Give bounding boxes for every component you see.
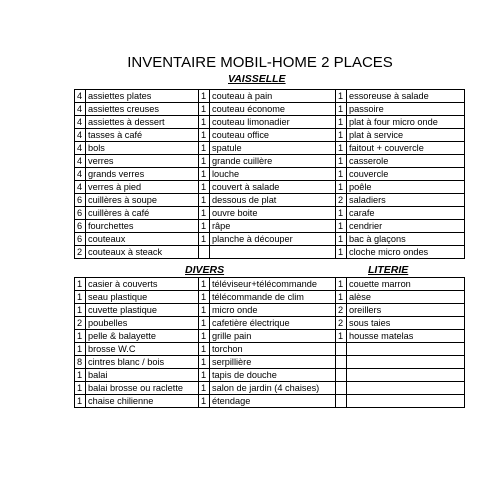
item-quantity: 1: [199, 233, 210, 246]
item-quantity: 1: [199, 103, 210, 116]
item-quantity: 1: [199, 291, 210, 304]
item-name: plat à service: [347, 129, 465, 142]
item-quantity: [199, 246, 210, 259]
table-row: [75, 330, 465, 343]
item-quantity: 1: [336, 278, 347, 291]
item-quantity: 1: [75, 369, 86, 382]
item-name: carafe: [347, 207, 465, 220]
item-name: salon de jardin (4 chaises): [210, 382, 336, 395]
item-quantity: 4: [75, 155, 86, 168]
table-row: [75, 246, 465, 259]
table-row: [75, 181, 465, 194]
item-quantity: 1: [199, 194, 210, 207]
item-quantity: 1: [75, 330, 86, 343]
item-quantity: 1: [199, 343, 210, 356]
item-quantity: 1: [336, 90, 347, 103]
item-name: couteau à pain: [210, 90, 336, 103]
item-name: assiettes à dessert: [86, 116, 199, 129]
item-quantity: 1: [199, 304, 210, 317]
item-name: balai brosse ou raclette: [86, 382, 199, 395]
item-quantity: 6: [75, 207, 86, 220]
item-name: essoreuse à salade: [347, 90, 465, 103]
item-quantity: 1: [336, 129, 347, 142]
item-name: chaise chilienne: [86, 395, 199, 408]
item-quantity: 1: [199, 395, 210, 408]
item-quantity: 1: [199, 168, 210, 181]
item-name: grille pain: [210, 330, 336, 343]
item-name: cloche micro ondes: [347, 246, 465, 259]
item-name: cafetière électrique: [210, 317, 336, 330]
item-quantity: 4: [75, 90, 86, 103]
table-row: [75, 343, 465, 356]
item-name: oreillers: [347, 304, 465, 317]
item-name: sous taies: [347, 317, 465, 330]
item-quantity: 1: [199, 369, 210, 382]
item-name: brosse W.C: [86, 343, 199, 356]
item-quantity: [336, 369, 347, 382]
item-quantity: 8: [75, 356, 86, 369]
item-quantity: 1: [199, 356, 210, 369]
item-quantity: 6: [75, 194, 86, 207]
table-row: [75, 155, 465, 168]
item-quantity: 1: [75, 395, 86, 408]
item-name: couteaux à steack: [86, 246, 199, 259]
table-row: [75, 90, 465, 103]
section-heading-vaisselle: VAISSELLE: [228, 73, 286, 85]
item-name: couteaux: [86, 233, 199, 246]
item-name: bac à glaçons: [347, 233, 465, 246]
table-row: [75, 304, 465, 317]
item-quantity: 1: [75, 382, 86, 395]
item-name: couvercle: [347, 168, 465, 181]
item-name: housse matelas: [347, 330, 465, 343]
item-quantity: 1: [199, 220, 210, 233]
item-name: verres: [86, 155, 199, 168]
item-quantity: [336, 356, 347, 369]
table-row: [75, 116, 465, 129]
item-name: tasses à café: [86, 129, 199, 142]
table-row: [75, 129, 465, 142]
item-name: poubelles: [86, 317, 199, 330]
item-name: couteau économe: [210, 103, 336, 116]
item-quantity: 4: [75, 168, 86, 181]
item-name: cendrier: [347, 220, 465, 233]
page-title: INVENTAIRE MOBIL-HOME 2 PLACES: [127, 54, 393, 71]
item-name: passoire: [347, 103, 465, 116]
item-name: poêle: [347, 181, 465, 194]
item-name: bols: [86, 142, 199, 155]
item-name: seau plastique: [86, 291, 199, 304]
item-name: balai: [86, 369, 199, 382]
item-name: casier à couverts: [86, 278, 199, 291]
table-row: [75, 194, 465, 207]
item-name: fourchettes: [86, 220, 199, 233]
table-row: [75, 233, 465, 246]
item-name: assiettes plates: [86, 90, 199, 103]
item-name: torchon: [210, 343, 336, 356]
item-name: [347, 356, 465, 369]
item-quantity: 1: [336, 168, 347, 181]
item-name: couvert à salade: [210, 181, 336, 194]
item-quantity: 1: [199, 317, 210, 330]
table-row: [75, 103, 465, 116]
item-quantity: 1: [336, 330, 347, 343]
item-name: alèse: [347, 291, 465, 304]
item-quantity: 2: [75, 246, 86, 259]
item-name: grande cuillère: [210, 155, 336, 168]
item-quantity: 1: [75, 278, 86, 291]
item-name: ouvre boite: [210, 207, 336, 220]
item-name: verres à pied: [86, 181, 199, 194]
item-name: étendage: [210, 395, 336, 408]
vaisselle-table: [74, 89, 465, 259]
item-quantity: 2: [336, 304, 347, 317]
item-name: râpe: [210, 220, 336, 233]
item-name: planche à découper: [210, 233, 336, 246]
item-quantity: 1: [199, 382, 210, 395]
item-name: micro onde: [210, 304, 336, 317]
item-quantity: 4: [75, 181, 86, 194]
item-quantity: 1: [199, 181, 210, 194]
item-name: télécommande de clim: [210, 291, 336, 304]
item-quantity: 1: [336, 142, 347, 155]
item-name: assiettes creuses: [86, 103, 199, 116]
item-quantity: 1: [199, 129, 210, 142]
item-quantity: 6: [75, 220, 86, 233]
item-name: cuillères à café: [86, 207, 199, 220]
item-quantity: 6: [75, 233, 86, 246]
item-name: pelle & balayette: [86, 330, 199, 343]
item-quantity: 1: [75, 291, 86, 304]
item-name: couteau office: [210, 129, 336, 142]
item-quantity: 1: [199, 155, 210, 168]
item-name: [347, 382, 465, 395]
item-quantity: 1: [336, 103, 347, 116]
table-row: [75, 291, 465, 304]
item-quantity: 2: [75, 317, 86, 330]
item-quantity: 1: [336, 155, 347, 168]
item-quantity: 1: [199, 142, 210, 155]
table-row: [75, 220, 465, 233]
item-name: plat à four micro onde: [347, 116, 465, 129]
item-quantity: 4: [75, 129, 86, 142]
item-name: téléviseur+télécommande: [210, 278, 336, 291]
item-quantity: 4: [75, 142, 86, 155]
section-heading-literie: LITERIE: [368, 264, 409, 276]
table-row: [75, 142, 465, 155]
item-quantity: 2: [336, 194, 347, 207]
table-row: [75, 369, 465, 382]
item-quantity: 1: [336, 246, 347, 259]
item-name: couteau limonadier: [210, 116, 336, 129]
item-quantity: 1: [336, 207, 347, 220]
item-quantity: [336, 395, 347, 408]
table-row: [75, 207, 465, 220]
item-name: serpillière: [210, 356, 336, 369]
item-quantity: 1: [336, 233, 347, 246]
item-quantity: 1: [199, 90, 210, 103]
item-quantity: 2: [336, 317, 347, 330]
divers-literie-table: [74, 277, 465, 408]
item-name: cuillères à soupe: [86, 194, 199, 207]
item-quantity: 1: [199, 278, 210, 291]
item-quantity: 1: [199, 207, 210, 220]
item-name: casserole: [347, 155, 465, 168]
item-quantity: 1: [336, 116, 347, 129]
item-name: [347, 369, 465, 382]
item-name: [347, 395, 465, 408]
item-quantity: 1: [336, 220, 347, 233]
item-quantity: [336, 382, 347, 395]
item-quantity: 1: [336, 181, 347, 194]
item-name: cuvette plastique: [86, 304, 199, 317]
item-name: faitout + couvercle: [347, 142, 465, 155]
item-name: [347, 343, 465, 356]
section-heading-divers: DIVERS: [185, 264, 225, 276]
table-row: [75, 356, 465, 369]
item-quantity: 4: [75, 103, 86, 116]
item-quantity: 4: [75, 116, 86, 129]
item-name: louche: [210, 168, 336, 181]
item-name: saladiers: [347, 194, 465, 207]
table-row: [75, 168, 465, 181]
item-quantity: 1: [75, 304, 86, 317]
item-quantity: 1: [199, 116, 210, 129]
item-name: grands verres: [86, 168, 199, 181]
item-quantity: 1: [199, 330, 210, 343]
item-name: couette marron: [347, 278, 465, 291]
table-row: [75, 395, 465, 408]
table-row: [75, 317, 465, 330]
item-name: tapis de douche: [210, 369, 336, 382]
table-row: [75, 382, 465, 395]
item-name: dessous de plat: [210, 194, 336, 207]
item-name: [210, 246, 336, 259]
item-name: cintres blanc / bois: [86, 356, 199, 369]
item-quantity: 1: [336, 291, 347, 304]
item-name: spatule: [210, 142, 336, 155]
table-row: [75, 278, 465, 291]
item-quantity: 1: [75, 343, 86, 356]
item-quantity: [336, 343, 347, 356]
